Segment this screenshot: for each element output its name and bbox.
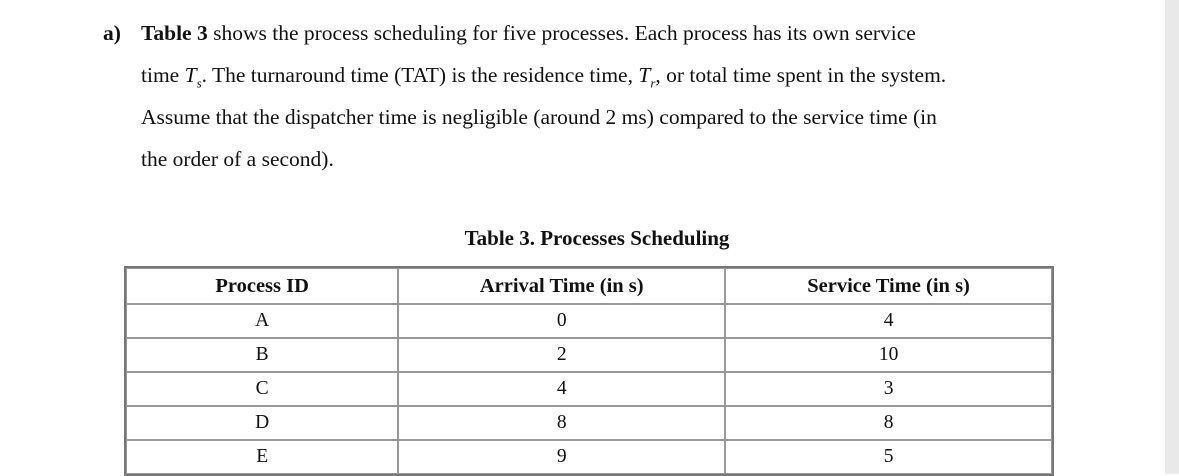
table-reference: Table 3 <box>141 21 208 45</box>
question-line-4: the order of a second). <box>141 147 334 171</box>
table-row <box>126 372 1052 406</box>
cell-service-time: 10 <box>725 338 1052 372</box>
question-line-1-text: shows the process scheduling for five processes. Each process has its own service <box>207 21 916 45</box>
cell-service-time: 4 <box>725 304 1052 338</box>
line-2-pre: time <box>141 63 185 87</box>
cell-arrival-time: 0 <box>398 304 725 338</box>
question-label: a) <box>103 21 121 45</box>
cell-process-id: A <box>126 304 398 338</box>
cell-process-id: E <box>126 440 398 474</box>
cell-arrival-time: 4 <box>398 372 725 406</box>
cell-arrival-time: 8 <box>398 406 725 440</box>
table-row <box>126 406 1052 440</box>
table-row <box>126 338 1052 372</box>
cell-service-time: 3 <box>725 372 1052 406</box>
line-2-post: , or total time spent in the system. <box>655 63 947 87</box>
header-arrival-time: Arrival Time (in s) <box>398 268 725 304</box>
question-line-1 <box>141 12 916 54</box>
header-process-id: Process ID <box>126 268 398 304</box>
cell-service-time: 8 <box>725 406 1052 440</box>
table-header-row <box>126 268 1052 304</box>
cell-service-time: 5 <box>725 440 1052 474</box>
cell-process-id: C <box>126 372 398 406</box>
cell-arrival-time: 9 <box>398 440 725 474</box>
line-2-mid: . The turnaround time (TAT) is the residence time, <box>201 63 639 87</box>
residence-time-symbol: $T_r$ <box>638 63 656 91</box>
table-row <box>126 304 1052 338</box>
table-row <box>126 440 1052 474</box>
cell-arrival-time: 2 <box>398 338 725 372</box>
table-caption: Table 3. Processes Scheduling <box>464 226 730 250</box>
service-time-symbol: $T_s$ <box>184 63 202 91</box>
process-scheduling-table <box>124 266 1054 476</box>
cell-process-id: B <box>126 338 398 372</box>
header-service-time: Service Time (in s) <box>725 268 1052 304</box>
cell-process-id: D <box>126 406 398 440</box>
question-line-3: Assume that the dispatcher time is negligible (around 2 ms) compared to the service time (in <box>141 105 937 129</box>
